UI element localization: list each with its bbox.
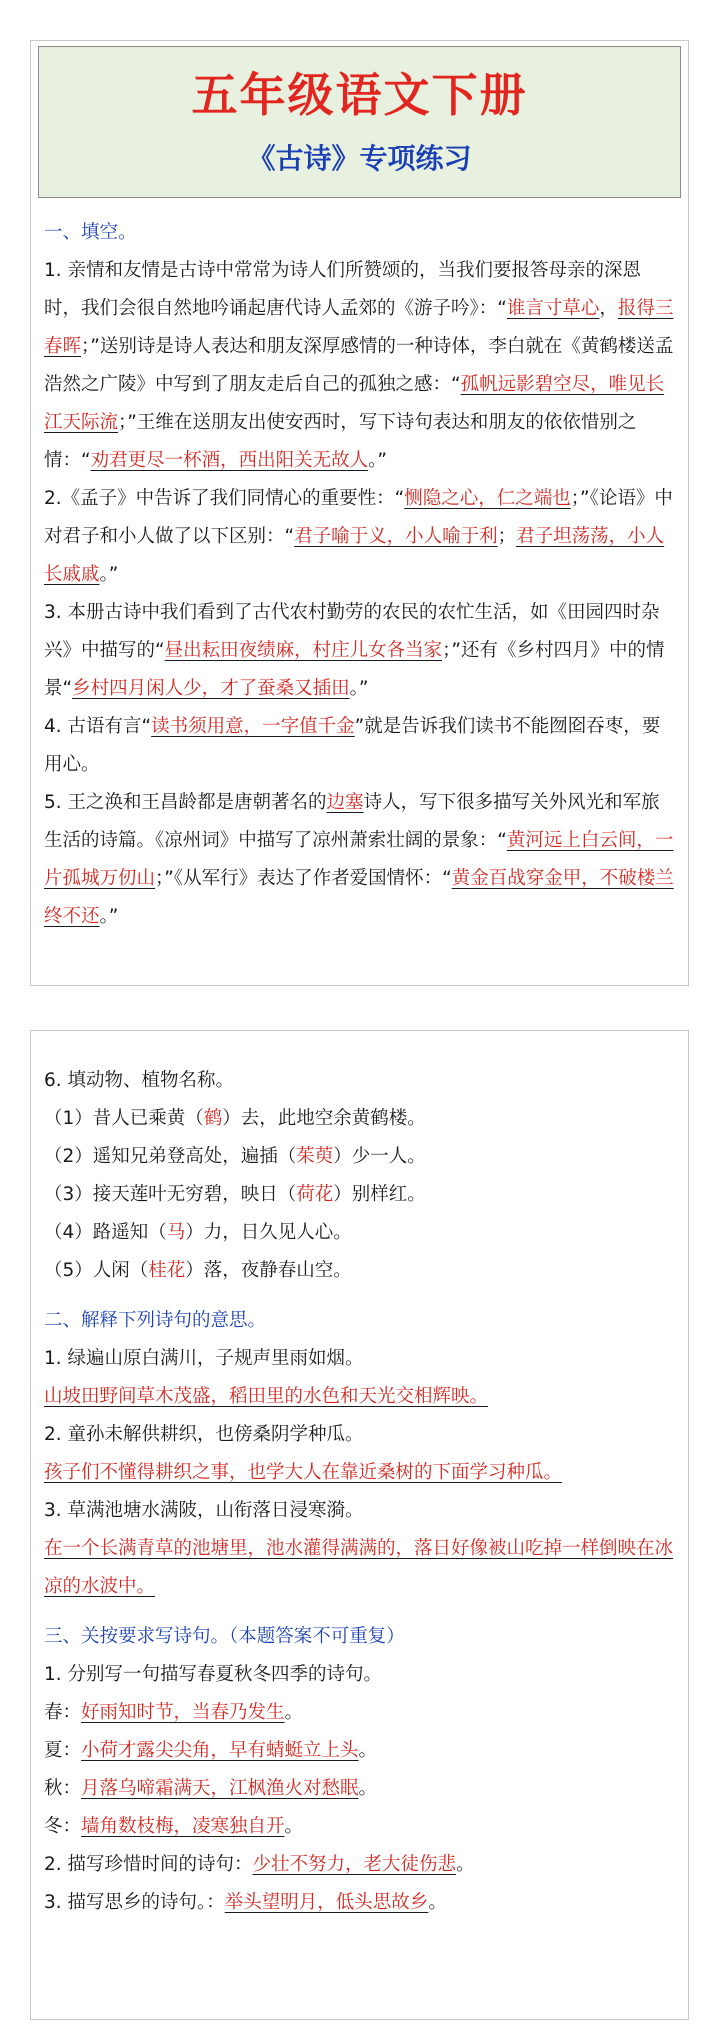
answer: 小荷才露尖尖角，早有蜻蜓立上头: [81, 1740, 359, 1761]
title-banner: [38, 46, 681, 198]
text: 5. 王之涣和王昌龄都是唐朝著名的: [44, 792, 327, 813]
season-summer: [44, 1732, 676, 1770]
text: ；”还有《乡村四月》中的情景“: [44, 640, 665, 699]
text: 。: [358, 1778, 378, 1799]
poem-line: 2. 童孙未解供耕织，也傍桑阴学种瓜。: [44, 1424, 364, 1445]
section-heading-3: 三、关按要求写诗句。（本题答案不可重复）: [44, 1626, 405, 1647]
answer: 孤帆远影碧空尽，唯见长江天际流: [44, 374, 665, 433]
text: ，: [599, 298, 618, 319]
text: 。: [456, 1854, 475, 1875]
text: 。”: [99, 564, 119, 585]
text: ）别样红。: [333, 1184, 426, 1205]
text: （5）人闲（: [44, 1260, 149, 1281]
answer: 桂花: [148, 1260, 186, 1281]
page-subtitle: 《古诗》专项练习: [247, 142, 472, 175]
answer: 昼出耘田夜绩麻，村庄儿女各当家: [164, 640, 443, 661]
q6-item: [44, 1138, 676, 1176]
text: （4）路遥知（: [44, 1222, 167, 1243]
answer: 荷花: [296, 1184, 334, 1205]
season-winter: [44, 1808, 676, 1846]
text: 。: [284, 1702, 304, 1723]
answer: 谁言寸草心: [506, 298, 600, 319]
answer: 劝君更尽一杯酒，西出阳关无故人: [90, 450, 369, 471]
question-1: [44, 252, 676, 480]
label: 夏：: [44, 1740, 82, 1761]
text: ；”《论语》中对君子和小人做了以下区别：“: [44, 488, 673, 547]
text: 3. 本册古诗中我们看到了古代农村勤劳的农民的农忙生活，如《田园四时杂兴》中描写的“: [44, 602, 660, 661]
answer: 茱萸: [296, 1146, 334, 1167]
answer: 山坡田野间草木茂盛，稻田里的水色和天光交相辉映。: [44, 1386, 489, 1407]
answer: 报得三春晖: [44, 298, 674, 357]
label: 秋：: [44, 1778, 82, 1799]
text: ；”送别诗是诗人表达和朋友深厚感情的一种诗体，李白就在《黄鹤楼送孟浩然之广陵》中写到了朋友走后自己的孤独之感：“: [44, 336, 674, 395]
answer: 月落乌啼霜满天，江枫渔火对愁眠: [81, 1778, 359, 1799]
answer: 举头望明月，低头思故乡: [224, 1892, 429, 1913]
text: 4. 古语有言“: [44, 716, 152, 737]
label: 春：: [44, 1702, 82, 1723]
q6-item: [44, 1176, 676, 1214]
text: （1）昔人已乘黄（: [44, 1108, 204, 1129]
text: 。: [428, 1892, 447, 1913]
text: ；”《从军行》表达了作者爱国情怀：“: [155, 868, 452, 889]
text: ；”王维在送朋友出使安西时，写下诗句表达和朋友的依依惜别之情：“: [44, 412, 637, 471]
answer: 好雨知时节，当春乃发生: [81, 1702, 285, 1723]
answer: 墙角数枝梅，凌寒独自开: [81, 1816, 285, 1837]
answer: 孩子们不懂得耕织之事，也学大人在靠近桑树的下面学习种瓜。: [44, 1462, 563, 1483]
section-heading-1: 一、填空。: [44, 222, 137, 243]
text: 。”: [99, 906, 119, 927]
text: ”就是告诉我们读书不能囫囵吞枣，要用心。: [44, 716, 661, 775]
text: 2.《孟子》中告诉了我们同情心的重要性：“: [44, 488, 405, 509]
q6-item: [44, 1252, 676, 1290]
answer: 黄河远上白云间，一片孤城万仞山: [44, 830, 674, 889]
text: ）力，日久见人心。: [185, 1222, 352, 1243]
text: 。: [284, 1816, 304, 1837]
answer: 边塞: [326, 792, 364, 813]
text: 。”: [349, 678, 369, 699]
answer: 少壮不努力，老大徒伤悲: [252, 1854, 457, 1875]
text: ）去，此地空余黄鹤楼。: [222, 1108, 426, 1129]
question-time: [44, 1846, 676, 1884]
answer: 马: [166, 1222, 186, 1243]
question-6-heading: 6. 填动物、植物名称。: [44, 1070, 235, 1091]
q6-item: [44, 1214, 676, 1252]
q6-item: [44, 1100, 676, 1138]
answer: 读书须用意，一字值千金: [151, 716, 355, 737]
answer: 在一个长满青草的池塘里，池水灌得满满的，落日好像被山吃掉一样倒映在冰凉的水波中。: [44, 1538, 674, 1597]
poem-line: 1. 绿遍山原白满川，子规声里雨如烟。: [44, 1348, 364, 1369]
text: （3）接天莲叶无穷碧，映日（: [44, 1184, 297, 1205]
answer: 君子喻于义，小人喻于利: [294, 526, 498, 547]
question-3: [44, 594, 676, 708]
text: （2）遥知兄弟登高处，遍插（: [44, 1146, 297, 1167]
text: 1. 亲情和友情是古诗中常常为诗人们所赞颂的，当我们要报答母亲的深恩时，我们会很自然地吟诵起唐代诗人孟郊的《游子吟》：“: [44, 260, 642, 319]
question-text: 1. 分别写一句描写春夏秋冬四季的诗句。: [44, 1664, 383, 1685]
answer: 君子坦荡荡，小人长戚戚: [44, 526, 665, 585]
text: ）少一人。: [333, 1146, 426, 1167]
text: ）落，夜静春山空。: [185, 1260, 352, 1281]
question-2: [44, 480, 676, 594]
text: 。: [358, 1740, 378, 1761]
question-4: [44, 708, 676, 784]
season-autumn: [44, 1770, 676, 1808]
answer: 乡村四月闲人少，才了蚕桑又插田: [72, 678, 350, 699]
answer: 鹤: [203, 1108, 223, 1129]
text: ；: [497, 526, 517, 547]
season-spring: [44, 1694, 676, 1732]
section-heading-2: 二、解释下列诗句的意思。: [44, 1310, 267, 1331]
section-two-three: [44, 1062, 676, 1922]
label: 2. 描写珍惜时间的诗句：: [44, 1854, 253, 1875]
answer: 黄金百战穿金甲，不破楼兰终不还: [44, 868, 674, 927]
text: 。”: [368, 450, 387, 471]
poem-line: 3. 草满池塘水满陂，山衔落日浸寒漪。: [44, 1500, 364, 1521]
question-5: [44, 784, 676, 936]
question-homesick: [44, 1884, 676, 1922]
page-title: 五年级语文下册: [191, 68, 528, 122]
answer: 恻隐之心，仁之端也: [404, 488, 571, 509]
label: 冬：: [44, 1816, 82, 1837]
section-fill-blanks: [44, 214, 676, 936]
label: 3. 描写思乡的诗句。：: [44, 1892, 225, 1913]
text: 诗人，写下很多描写关外风光和军旅生活的诗篇。《凉州词》中描写了凉州萧索壮阔的景象：“: [44, 792, 660, 851]
